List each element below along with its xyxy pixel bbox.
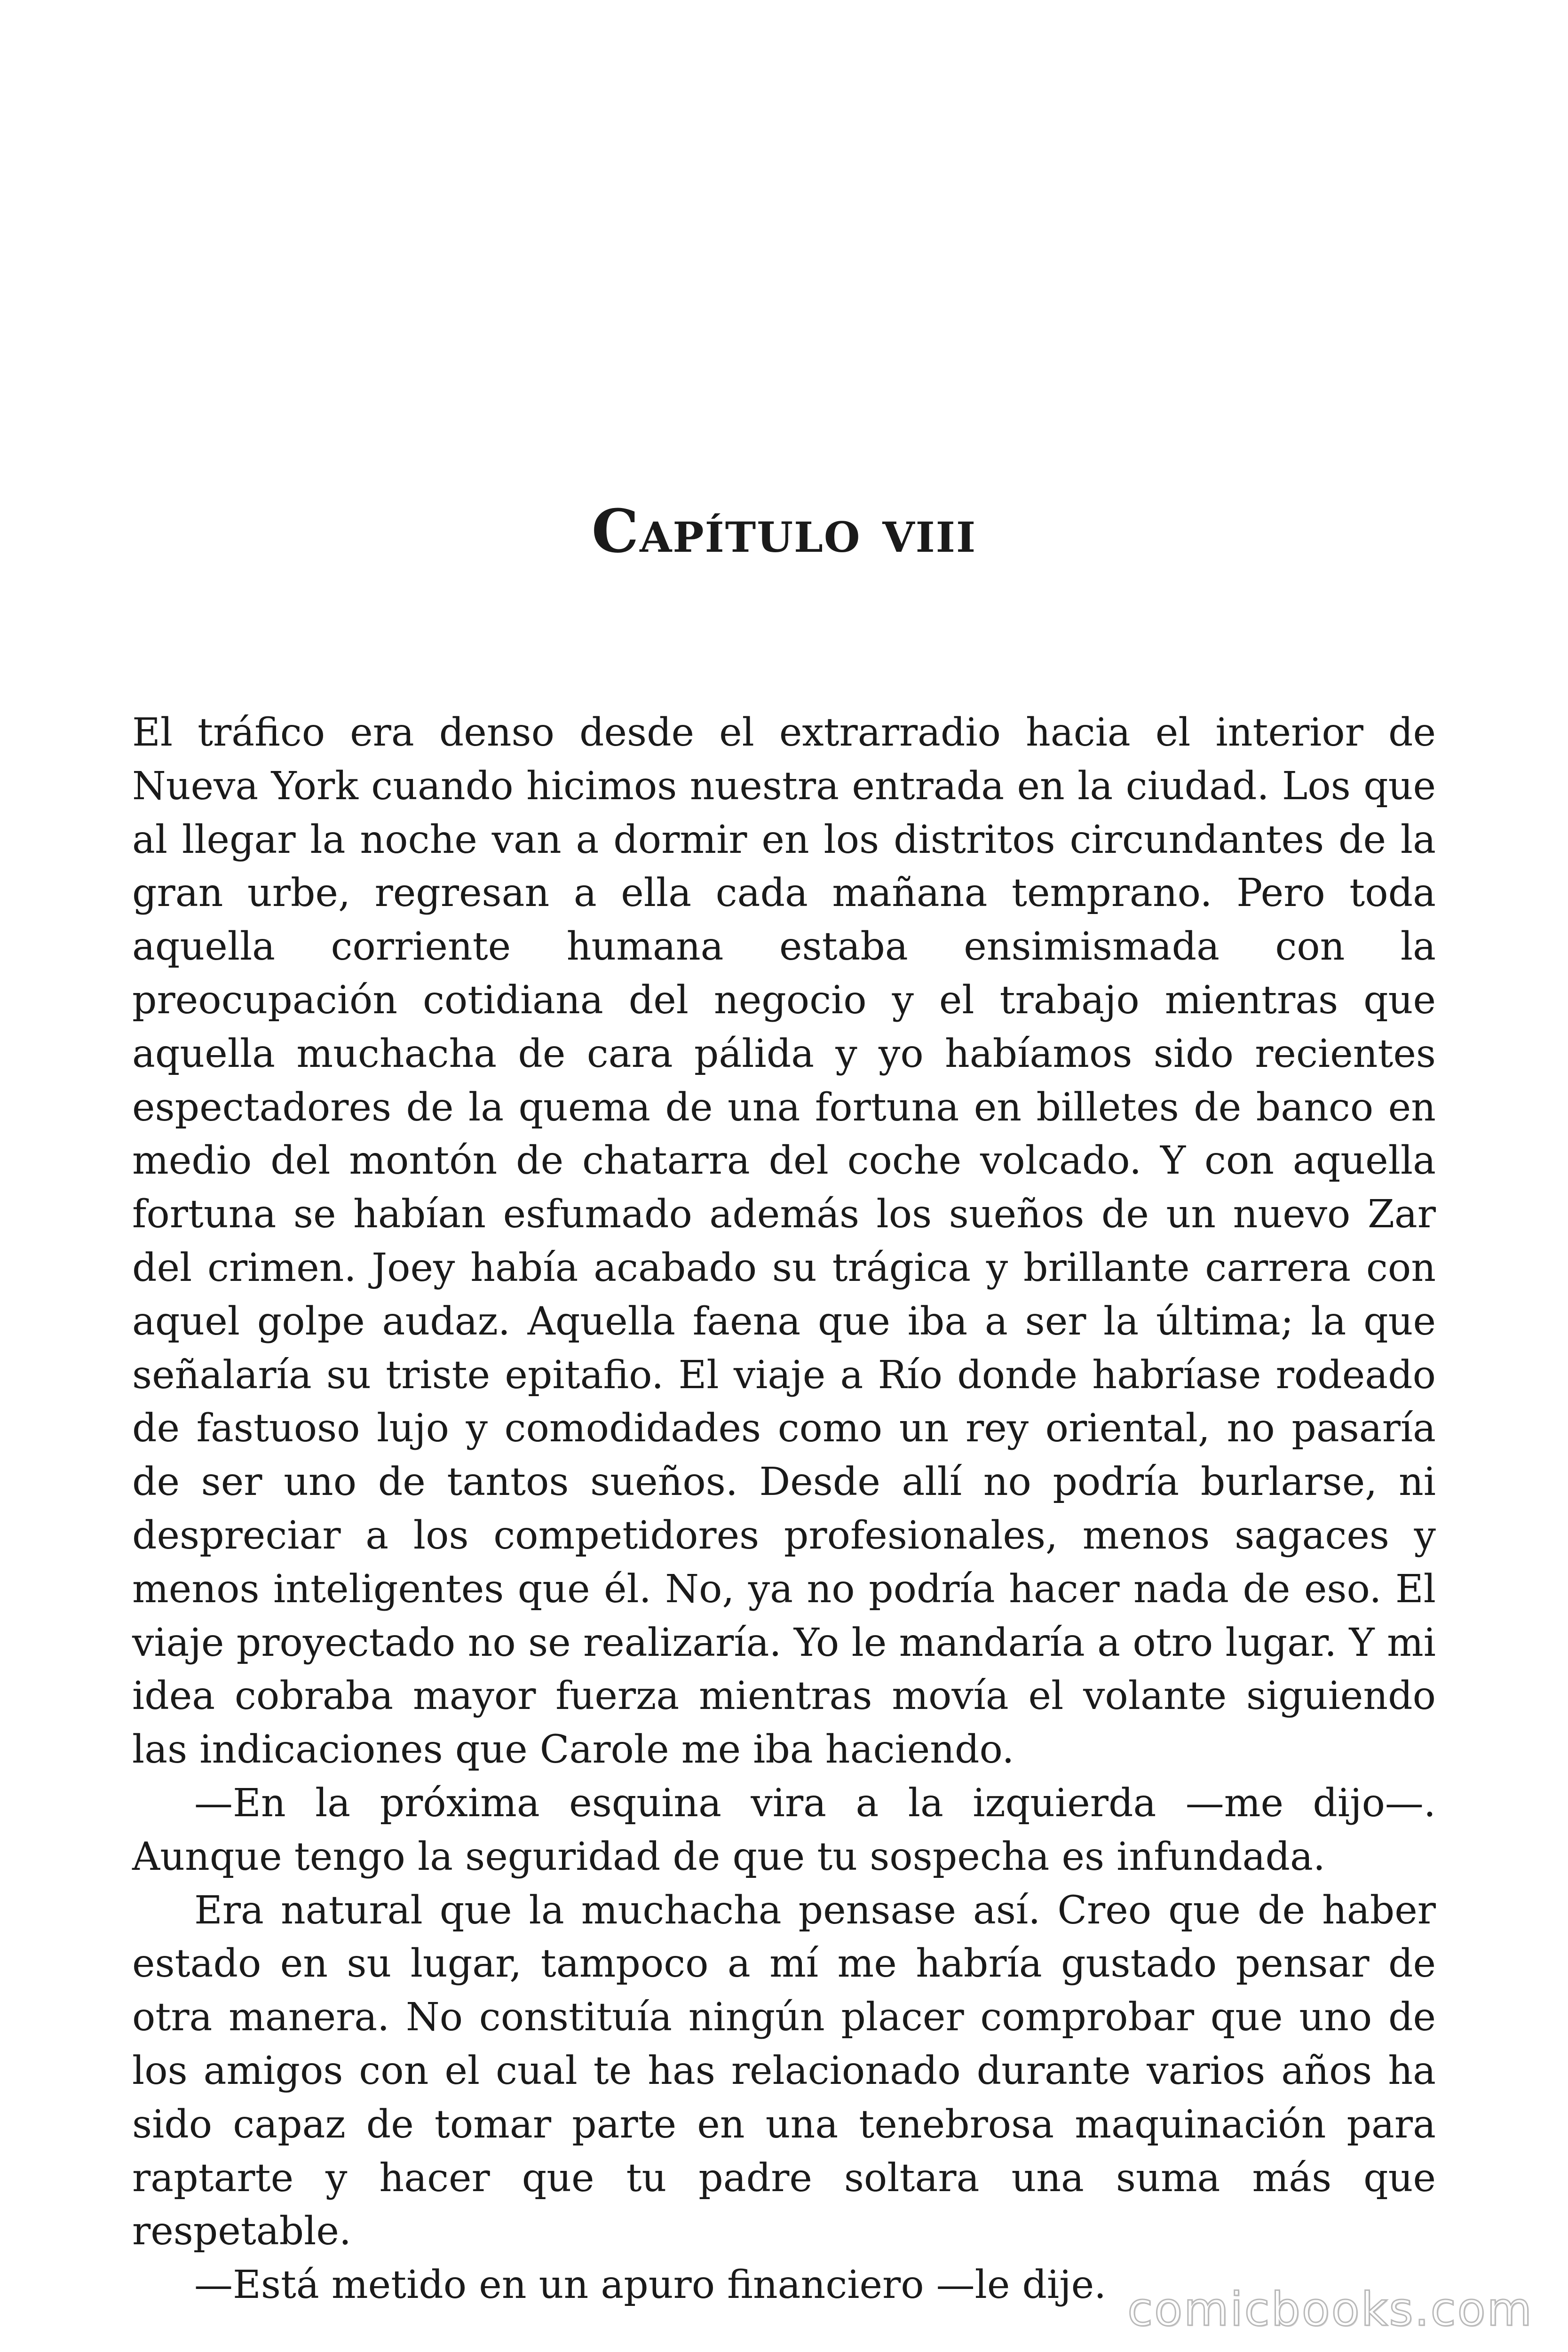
chapter-body: [132, 706, 1436, 2312]
paragraph-1: El tráfico era denso desde el extrarradio hacia el interior de Nueva York cuando hicimos nuestra entrada en la ciudad. Los que al llegar la noche van a dormir en los distritos circundantes de la gran urbe, regresan a ella cada mañana temprano. Pero toda aquella corriente humana estaba ensimismada con la preocupación cotidiana del negocio y el trabajo mientras que aquella muchacha de cara pálida y yo habíamos sido recientes espectadores de la quema de una fortuna en billetes de banco en medio del montón de chatarra del coche volcado. Y con aquella fortuna se habían esfumado además los sueños de un nuevo Zar del crimen. Joey había acabado su trágica y brillante carrera con aquel golpe audaz. Aquella faena que iba a ser la última; la que señalaría su triste epitafio. El viaje a Río donde habríase rodeado de fastuoso lujo y comodidades como un rey oriental, no pasaría de ser uno de tantos sueños. Desde allí no podría burlarse, ni despreciar a los competidores profesionales, menos sagaces y menos inteligentes que él. No, ya no podría hacer nada de eso. El viaje proyectado no se realizaría. Yo le mandaría a otro lugar. Y mi idea cobraba mayor fuerza mientras movía el volante siguiendo las indicaciones que Carole me iba haciendo.: [132, 710, 1436, 1772]
chapter-title: Capítulo viii: [591, 496, 977, 566]
paragraph-3: Era natural que la muchacha pensase así. Creo que de haber estado en su lugar, tampoco a mí me habría gustado pensar de otra manera. No constituía ningún placer comprobar que uno de los amigos con el cual te has relacionado durante varios años ha sido capaz de tomar parte en una tenebrosa maquinación para raptarte y hacer que tu padre soltara una suma más que respetable.: [132, 1888, 1436, 2254]
paragraph-4: —Está metido en un apuro financiero —le dije.: [194, 2263, 1107, 2308]
watermark: comicbooks.com: [1127, 2283, 1533, 2336]
paragraph-2: —En la próxima esquina vira a la izquierda —me dijo—. Aunque tengo la seguridad de que tu sospecha es infundada.: [132, 1780, 1436, 1879]
